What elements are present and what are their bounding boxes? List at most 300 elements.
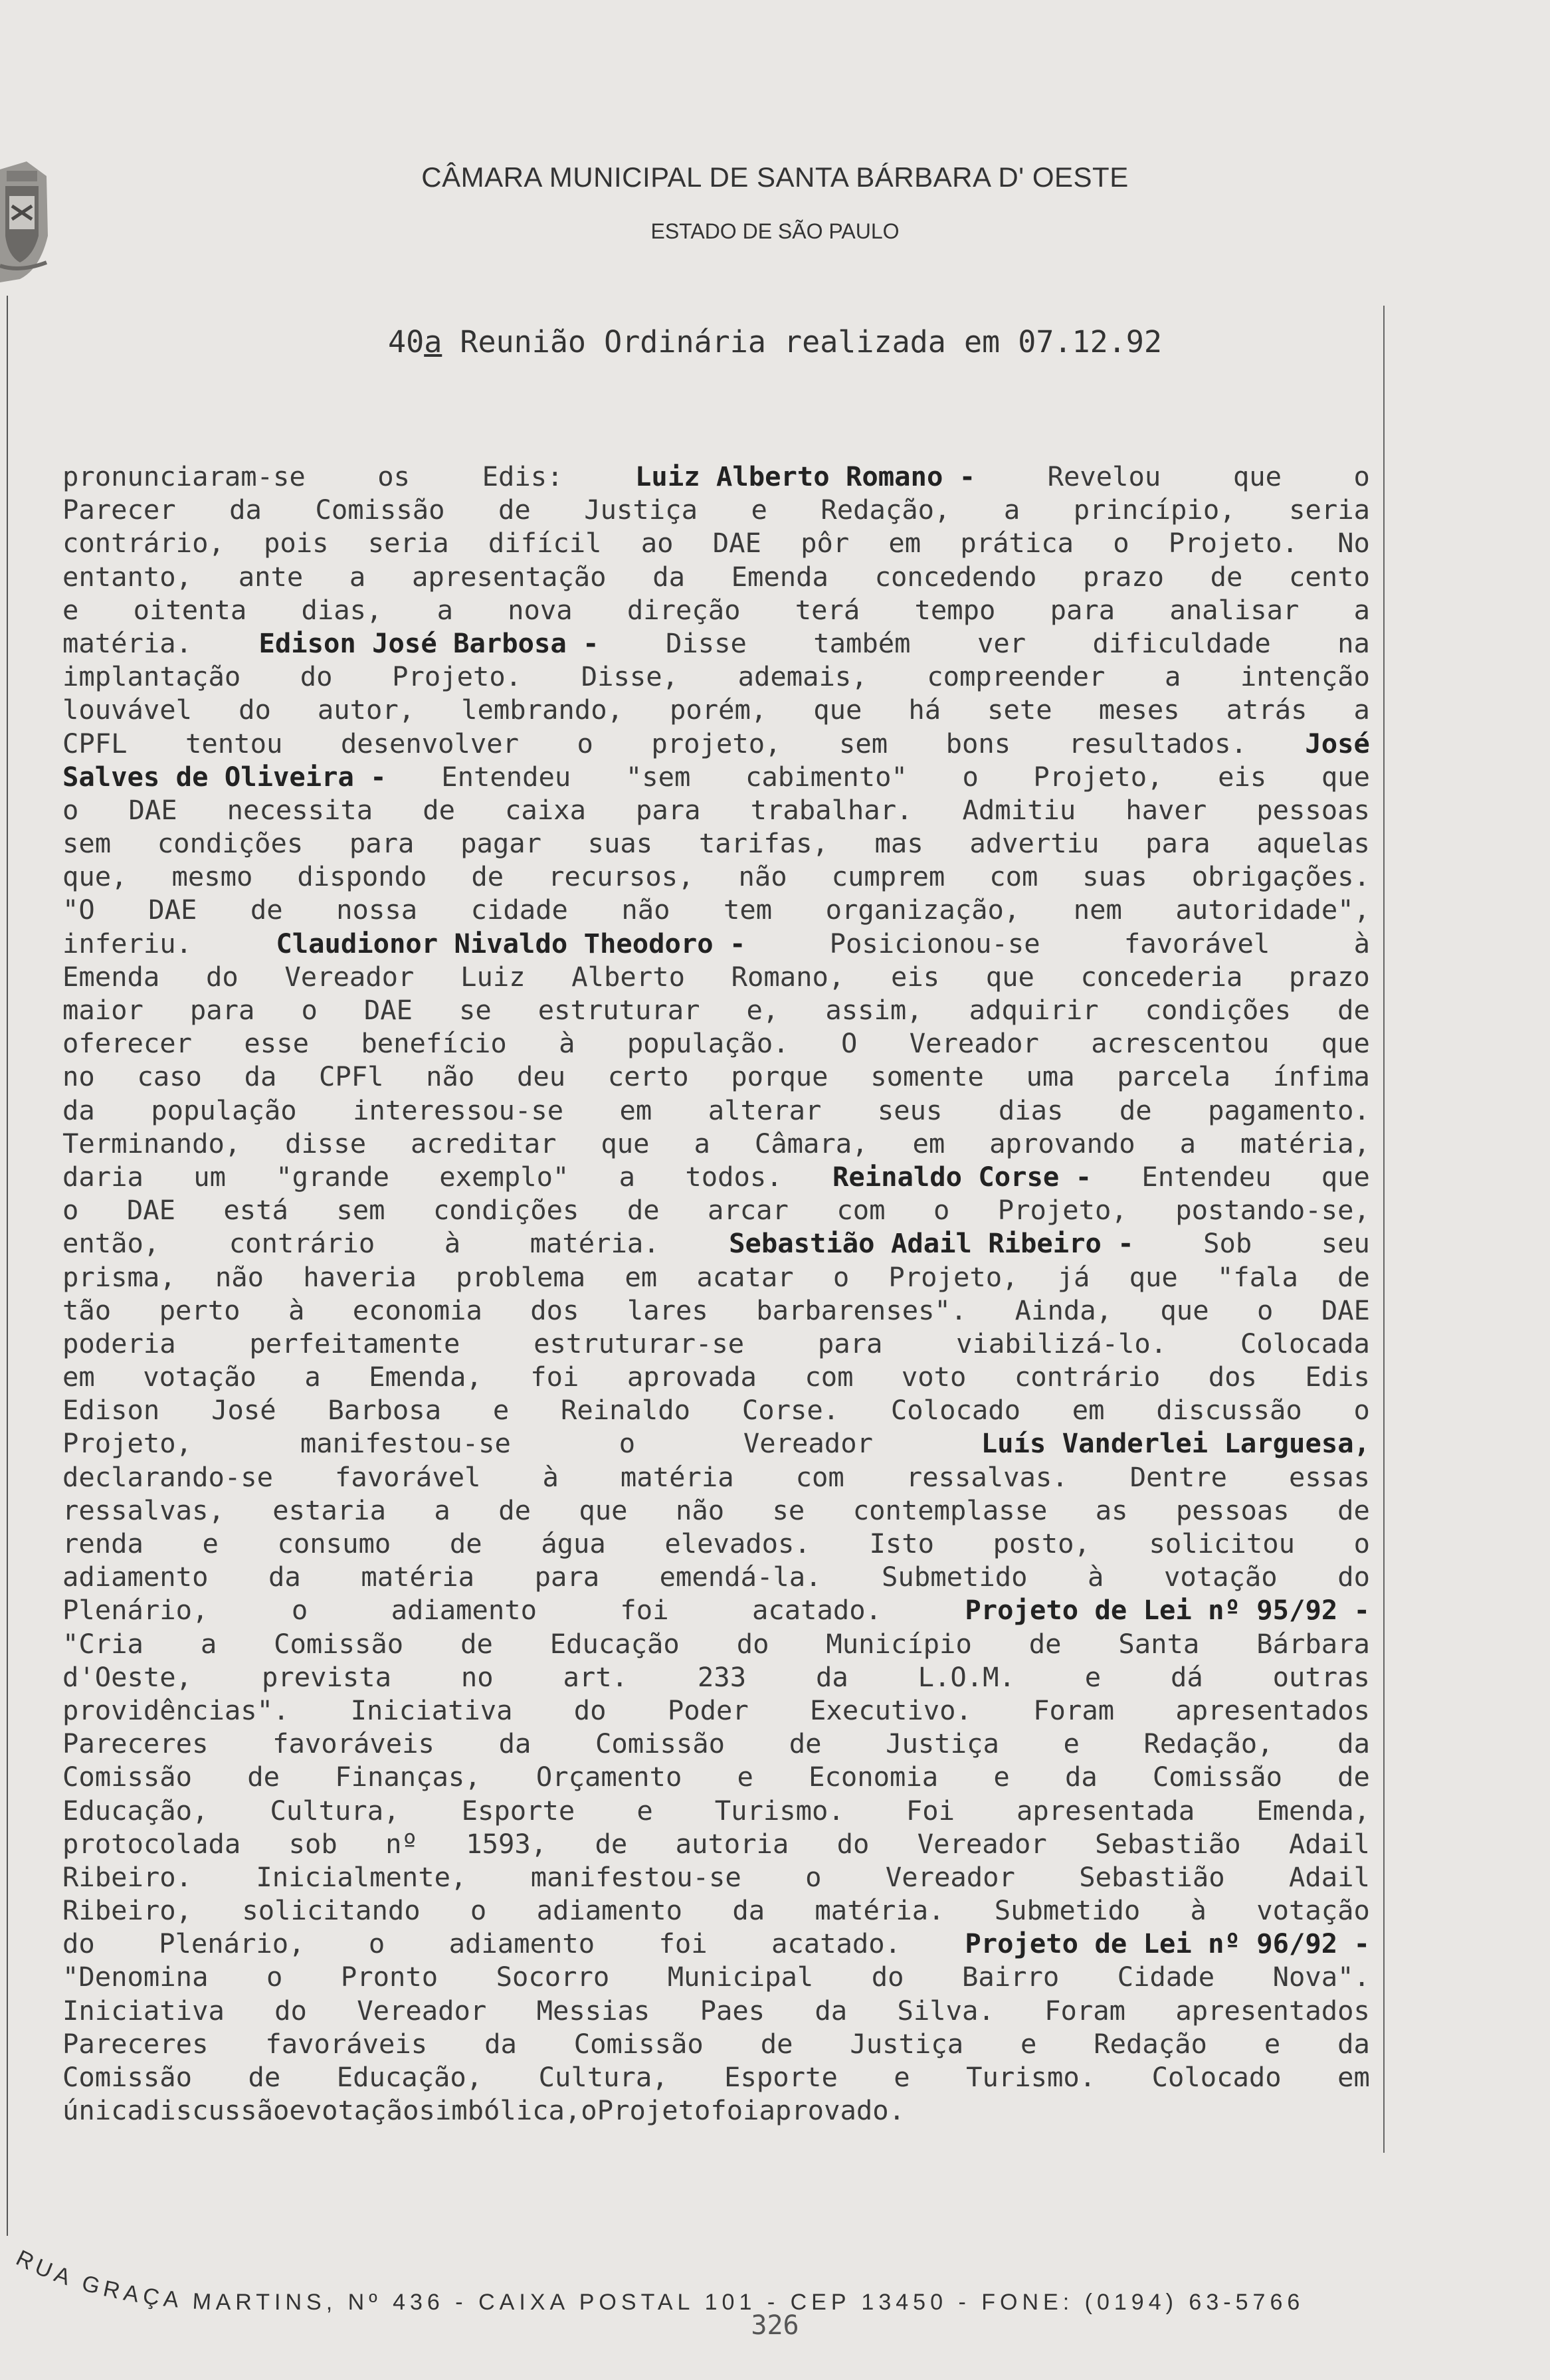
text-line bbox=[62, 460, 1370, 493]
word: com bbox=[805, 1361, 854, 1393]
word: pessoas bbox=[1175, 1494, 1290, 1526]
word: Município bbox=[826, 1627, 972, 1660]
text-line bbox=[62, 860, 1370, 893]
word: ressalvas, bbox=[62, 1494, 225, 1526]
word: simbólica, bbox=[419, 2094, 581, 2127]
word: e bbox=[1020, 2027, 1037, 2060]
councilor-name: Sebastião Adail Ribeiro - bbox=[729, 1227, 1134, 1260]
word: favorável bbox=[1123, 927, 1270, 959]
word: que, bbox=[62, 860, 128, 893]
word: de bbox=[1119, 1094, 1152, 1126]
word: de bbox=[627, 1194, 660, 1227]
word: assim, bbox=[825, 994, 923, 1026]
word: Executivo. bbox=[810, 1694, 972, 1726]
word: a bbox=[1003, 494, 1020, 526]
word: matéria bbox=[361, 1561, 475, 1593]
text-line bbox=[62, 2060, 1370, 2094]
word: então, bbox=[62, 1227, 160, 1260]
word: DAE bbox=[1321, 1294, 1370, 1326]
word: necessita bbox=[227, 793, 373, 826]
word: elevados. bbox=[664, 1528, 811, 1559]
word: contrário bbox=[229, 1227, 375, 1260]
word: seus bbox=[877, 1094, 943, 1126]
word: ante bbox=[238, 560, 304, 593]
word: para bbox=[636, 793, 701, 826]
word: de bbox=[1337, 1761, 1370, 1793]
word: declarando-se bbox=[62, 1460, 273, 1493]
word: DAE bbox=[126, 1194, 175, 1227]
word: as bbox=[1095, 1494, 1128, 1526]
word: concedendo bbox=[874, 560, 1037, 593]
word: dos bbox=[530, 1294, 579, 1326]
word: a bbox=[619, 1160, 636, 1193]
word: apresentados bbox=[1175, 1694, 1370, 1726]
minutes-body bbox=[62, 460, 1370, 2127]
word: Emenda bbox=[62, 960, 160, 993]
word: à bbox=[559, 1027, 575, 1060]
word: e bbox=[289, 2094, 306, 2127]
word: perfeitamente bbox=[249, 1327, 460, 1359]
text-line bbox=[62, 2094, 1370, 2127]
word: votação bbox=[1256, 1894, 1370, 1927]
word: estaria bbox=[272, 1494, 386, 1526]
word: prevista bbox=[261, 1660, 392, 1693]
word: haver bbox=[1125, 793, 1207, 826]
word: seria bbox=[367, 527, 449, 559]
word: não bbox=[738, 860, 787, 893]
word: contrário bbox=[1014, 1361, 1161, 1393]
word: Educação, bbox=[62, 1794, 209, 1827]
word: e bbox=[737, 1761, 753, 1793]
word: dias, bbox=[301, 593, 383, 626]
word: e bbox=[751, 494, 767, 526]
word: votação bbox=[1163, 1561, 1278, 1593]
word: de bbox=[248, 2061, 281, 2093]
word: do bbox=[62, 1928, 95, 1960]
word: o bbox=[1113, 527, 1129, 559]
word: a bbox=[1164, 660, 1181, 693]
word: DAE bbox=[363, 994, 413, 1026]
text-line bbox=[62, 493, 1370, 526]
text-line bbox=[62, 827, 1370, 860]
word: já bbox=[1057, 1260, 1090, 1293]
word: Projeto. bbox=[392, 660, 522, 693]
word: não bbox=[215, 1260, 264, 1293]
word: que bbox=[601, 1127, 650, 1159]
text-line bbox=[62, 1794, 1370, 1827]
word: condições bbox=[1145, 994, 1292, 1026]
word: à bbox=[288, 1294, 305, 1326]
word: intenção bbox=[1240, 660, 1370, 693]
word: trabalhar. bbox=[750, 793, 913, 826]
word: Justiça bbox=[584, 494, 698, 526]
word: porém, bbox=[669, 694, 767, 726]
word: dos bbox=[1208, 1361, 1257, 1393]
word: de bbox=[498, 1494, 531, 1526]
word: Comissão bbox=[274, 1627, 404, 1660]
meeting-number: 40 bbox=[388, 324, 425, 359]
text-line bbox=[62, 1294, 1370, 1327]
word: Sob bbox=[1203, 1227, 1252, 1260]
word: Projeto bbox=[597, 2094, 711, 2127]
word: acatar bbox=[696, 1260, 794, 1293]
word: implantação bbox=[62, 660, 241, 693]
councilor-name: Edison José Barbosa - bbox=[258, 627, 599, 659]
word: dispondo bbox=[297, 860, 427, 893]
text-line bbox=[62, 1894, 1370, 1927]
word: DAE bbox=[128, 793, 177, 826]
word: com bbox=[989, 860, 1038, 893]
word: Adail bbox=[1289, 1860, 1370, 1893]
word: que bbox=[985, 960, 1034, 993]
word: Edison bbox=[62, 1394, 160, 1427]
text-line bbox=[62, 1660, 1370, 1694]
word: Vereador bbox=[743, 1427, 873, 1460]
word: Adail bbox=[1288, 1827, 1370, 1860]
word: CPFL bbox=[62, 727, 128, 759]
word: de bbox=[250, 894, 283, 926]
word: da bbox=[1337, 1728, 1370, 1760]
word: Submetido bbox=[882, 1561, 1028, 1593]
word: que bbox=[813, 694, 862, 726]
word: da bbox=[815, 1994, 848, 2027]
text-line bbox=[62, 1994, 1370, 2027]
word: de bbox=[498, 494, 531, 526]
text-line bbox=[62, 1560, 1370, 1593]
word: Disse bbox=[665, 627, 747, 659]
text-line bbox=[62, 727, 1370, 760]
word: ademais, bbox=[737, 660, 868, 693]
word: Educação, bbox=[336, 2061, 483, 2093]
text-line bbox=[62, 760, 1370, 793]
word: Projeto, bbox=[888, 1260, 1018, 1293]
word: sem bbox=[62, 827, 112, 860]
word: oferecer bbox=[62, 1027, 193, 1060]
word: nº bbox=[385, 1827, 418, 1860]
word: à bbox=[444, 1227, 461, 1260]
word: Comissão bbox=[62, 1761, 193, 1793]
word: voto bbox=[901, 1361, 967, 1393]
word: Bárbara bbox=[1256, 1627, 1370, 1660]
text-line bbox=[62, 1193, 1370, 1227]
word: que bbox=[1321, 760, 1370, 793]
word: adquirir bbox=[969, 994, 1099, 1026]
state-name: ESTADO DE SÃO PAULO bbox=[650, 219, 900, 243]
word: dá bbox=[1171, 1660, 1203, 1693]
word: o bbox=[1353, 1528, 1370, 1559]
word: Entendeu bbox=[1141, 1160, 1272, 1193]
word: Orçamento bbox=[535, 1761, 682, 1793]
councilor-name: Reinaldo Corse - bbox=[832, 1160, 1092, 1193]
word: Projeto, bbox=[997, 1194, 1127, 1227]
word: Inicialmente, bbox=[256, 1860, 467, 1893]
word: da bbox=[268, 1561, 301, 1593]
text-line bbox=[62, 1094, 1370, 1127]
word: Vereador bbox=[357, 1994, 487, 2027]
word: com bbox=[836, 1194, 886, 1227]
word: a bbox=[1179, 1127, 1196, 1159]
word: aquelas bbox=[1256, 827, 1370, 860]
word: adiamento bbox=[391, 1594, 537, 1627]
right-margin-rule bbox=[1383, 306, 1385, 2153]
word: apresentação bbox=[411, 560, 607, 593]
word: Nova". bbox=[1272, 1961, 1370, 1993]
text-line bbox=[62, 1494, 1370, 1527]
word: benefício bbox=[361, 1027, 507, 1060]
word: recursos, bbox=[548, 860, 694, 893]
word: certo bbox=[607, 1060, 689, 1093]
word: da bbox=[229, 494, 262, 526]
word: estruturar-se bbox=[533, 1327, 745, 1359]
councilor-name: José bbox=[1305, 727, 1370, 759]
word: todos. bbox=[685, 1160, 783, 1193]
word: o bbox=[266, 1961, 283, 1993]
word: Colocado bbox=[890, 1394, 1020, 1427]
word: matéria. bbox=[62, 627, 193, 659]
meeting-title-text: Reunião Ordinária realizada em 07.12.92 bbox=[442, 324, 1162, 359]
word: protocolada bbox=[62, 1827, 241, 1860]
word: desenvolver bbox=[340, 727, 520, 759]
word: Colocada bbox=[1240, 1327, 1370, 1359]
word: poderia bbox=[62, 1327, 176, 1359]
word: Socorro bbox=[496, 1961, 610, 1993]
word: sem bbox=[336, 1194, 385, 1227]
word: Ribeiro, bbox=[62, 1894, 193, 1927]
word: que bbox=[1129, 1260, 1178, 1293]
word: sete bbox=[987, 694, 1052, 726]
word: da bbox=[1337, 2027, 1370, 2060]
word: Pareceres bbox=[62, 2027, 209, 2060]
word: Turismo. bbox=[714, 1794, 844, 1827]
word: aprovando bbox=[989, 1127, 1135, 1159]
word: da bbox=[1064, 1761, 1098, 1793]
text-line bbox=[62, 1227, 1370, 1260]
word: e bbox=[1264, 2027, 1281, 2060]
word: dificuldade bbox=[1092, 627, 1271, 659]
meeting-ordinal: a bbox=[424, 324, 442, 359]
word: para bbox=[534, 1561, 600, 1593]
word: e bbox=[202, 1528, 219, 1559]
word: que bbox=[1160, 1294, 1209, 1326]
word: à bbox=[1190, 1894, 1207, 1927]
word: ao bbox=[640, 527, 674, 559]
text-line bbox=[62, 1760, 1370, 1793]
word: Projeto. bbox=[1168, 527, 1298, 559]
word: matéria bbox=[620, 1460, 734, 1493]
word: advertiu bbox=[969, 827, 1100, 860]
word: no bbox=[460, 1660, 494, 1693]
word: cabimento" bbox=[745, 760, 908, 793]
word: de bbox=[460, 1627, 493, 1660]
word: aprovado. bbox=[759, 2094, 905, 2127]
word: e bbox=[492, 1394, 510, 1427]
word: matéria. bbox=[530, 1227, 660, 1260]
word: difícil bbox=[488, 527, 602, 559]
word: tão bbox=[62, 1294, 112, 1326]
word: o bbox=[1257, 1294, 1274, 1326]
word: em bbox=[1337, 2061, 1370, 2093]
word: Paes bbox=[700, 1994, 765, 2027]
word: discussão bbox=[1156, 1394, 1302, 1427]
word: bons bbox=[945, 727, 1011, 759]
institution-name: CÂMARA MUNICIPAL DE SANTA BÁRBARA D' OESTE bbox=[421, 161, 1129, 193]
word: Entendeu bbox=[441, 760, 571, 793]
word: autor, bbox=[317, 694, 415, 726]
word: pronunciaram-se bbox=[62, 460, 306, 492]
word: parcela bbox=[1117, 1060, 1230, 1093]
text-line bbox=[62, 1727, 1370, 1760]
word: da bbox=[62, 1094, 95, 1126]
word: Cultura, bbox=[538, 2061, 668, 2093]
word: e bbox=[894, 2061, 910, 2093]
word: apresentada bbox=[1017, 1794, 1195, 1827]
word: Redação, bbox=[1143, 1728, 1274, 1760]
word: Admitiu bbox=[962, 793, 1076, 826]
word: com bbox=[795, 1460, 844, 1493]
word: direção bbox=[627, 593, 741, 626]
word: Pareceres bbox=[62, 1728, 209, 1760]
word: pagamento. bbox=[1208, 1094, 1370, 1126]
word: arcar bbox=[708, 1194, 789, 1227]
word: de bbox=[1337, 1260, 1370, 1293]
word: manifestou-se bbox=[530, 1860, 741, 1893]
word: eis bbox=[1218, 760, 1267, 793]
word: não bbox=[426, 1060, 475, 1093]
word: em bbox=[62, 1361, 95, 1393]
text-line bbox=[62, 1393, 1370, 1427]
word: não bbox=[621, 894, 670, 926]
word: Terminando, bbox=[62, 1127, 241, 1159]
word: foi bbox=[658, 1928, 708, 1960]
text-line bbox=[62, 1460, 1370, 1494]
word: sob bbox=[288, 1827, 338, 1860]
word: Municipal bbox=[667, 1961, 814, 1993]
word: tentou bbox=[185, 727, 283, 759]
word: de bbox=[1337, 1494, 1370, 1526]
word: o bbox=[832, 1260, 850, 1293]
word: obrigações. bbox=[1191, 860, 1370, 893]
text-line bbox=[62, 1827, 1370, 1860]
word: do bbox=[205, 960, 239, 993]
footer-address bbox=[12, 2244, 1540, 2377]
word: o bbox=[301, 994, 318, 1026]
word: "Denomina bbox=[62, 1961, 209, 1993]
word: "O bbox=[62, 894, 95, 926]
word: esse bbox=[244, 1027, 309, 1060]
word: de bbox=[449, 1528, 482, 1559]
word: Luiz bbox=[460, 960, 526, 993]
word: condições bbox=[157, 827, 304, 860]
word: organização, bbox=[825, 894, 1020, 926]
word: José bbox=[211, 1394, 276, 1427]
text-line bbox=[62, 1527, 1370, 1560]
word: a bbox=[434, 1494, 450, 1526]
meeting-title bbox=[0, 324, 1550, 359]
word: Edis: bbox=[482, 460, 563, 492]
word: Foi bbox=[906, 1794, 955, 1827]
word: nem bbox=[1073, 894, 1122, 926]
word: deu bbox=[516, 1060, 566, 1093]
word: foi bbox=[710, 2094, 759, 2127]
text-line bbox=[62, 1160, 1370, 1193]
word: Comissão bbox=[62, 2061, 193, 2093]
text-line bbox=[62, 1127, 1370, 1160]
word: Iniciativa bbox=[350, 1694, 513, 1726]
word: Plenário, bbox=[62, 1594, 209, 1627]
text-line bbox=[62, 960, 1370, 993]
text-line bbox=[62, 1927, 1370, 1960]
word: do bbox=[871, 1961, 904, 1993]
word: L.O.M. bbox=[918, 1660, 1015, 1693]
word: daria bbox=[62, 1160, 144, 1193]
word: Emenda bbox=[731, 560, 828, 593]
word: acrescentou bbox=[1091, 1027, 1270, 1060]
word: concederia bbox=[1080, 960, 1243, 993]
word: oitenta bbox=[133, 593, 247, 626]
word: matéria, bbox=[1240, 1127, 1370, 1159]
word: há bbox=[908, 694, 941, 726]
word: o bbox=[619, 1427, 636, 1460]
word: DAE bbox=[712, 527, 761, 559]
word: do bbox=[836, 1827, 870, 1860]
word: Reinaldo bbox=[561, 1394, 691, 1427]
word: Economia bbox=[809, 1761, 939, 1793]
word: autoria bbox=[675, 1827, 789, 1860]
word: Vereador bbox=[885, 1860, 1015, 1893]
word: compreender bbox=[927, 660, 1106, 693]
word: em bbox=[625, 1260, 658, 1293]
text-line bbox=[62, 1960, 1370, 1993]
councilor-name: Luiz Alberto Romano - bbox=[635, 460, 976, 492]
word: lembrando, bbox=[461, 694, 623, 726]
word: na bbox=[1337, 627, 1370, 659]
page-number: 326 bbox=[751, 2310, 799, 2341]
word: e bbox=[993, 1761, 1010, 1793]
word: Vereador bbox=[284, 960, 415, 993]
word: cidade bbox=[470, 894, 568, 926]
word: está bbox=[223, 1194, 288, 1227]
word: favoráveis bbox=[265, 2027, 428, 2060]
word: à bbox=[1088, 1561, 1104, 1593]
word: lares bbox=[627, 1294, 708, 1326]
word: o bbox=[368, 1928, 385, 1960]
word: Corse. bbox=[741, 1394, 840, 1427]
word: seria bbox=[1289, 494, 1370, 526]
word: O bbox=[841, 1027, 858, 1060]
word: Santa bbox=[1118, 1627, 1200, 1660]
word: do bbox=[736, 1627, 769, 1660]
word: de bbox=[247, 1761, 280, 1793]
word: o bbox=[470, 1894, 487, 1927]
word: Submetido bbox=[994, 1894, 1141, 1927]
word: solicitando bbox=[242, 1894, 421, 1927]
word: Justiça bbox=[886, 1728, 999, 1760]
word: Barbosa bbox=[328, 1394, 442, 1427]
word: CPFl bbox=[318, 1060, 384, 1093]
word: Projeto, bbox=[62, 1427, 193, 1460]
word: do bbox=[239, 694, 271, 726]
svg-text:RUA GRAÇA MARTINS, Nº 436 - CA bbox=[12, 2245, 1304, 2315]
word: também bbox=[813, 627, 911, 659]
word: caixa bbox=[505, 793, 586, 826]
word: do bbox=[573, 1694, 607, 1726]
word: Vereador bbox=[909, 1027, 1039, 1060]
word: de bbox=[760, 2027, 793, 2060]
word: Ainda, bbox=[1015, 1294, 1112, 1326]
word: Messias bbox=[536, 1994, 650, 2027]
word: o bbox=[1353, 460, 1370, 492]
word: população bbox=[151, 1094, 297, 1126]
